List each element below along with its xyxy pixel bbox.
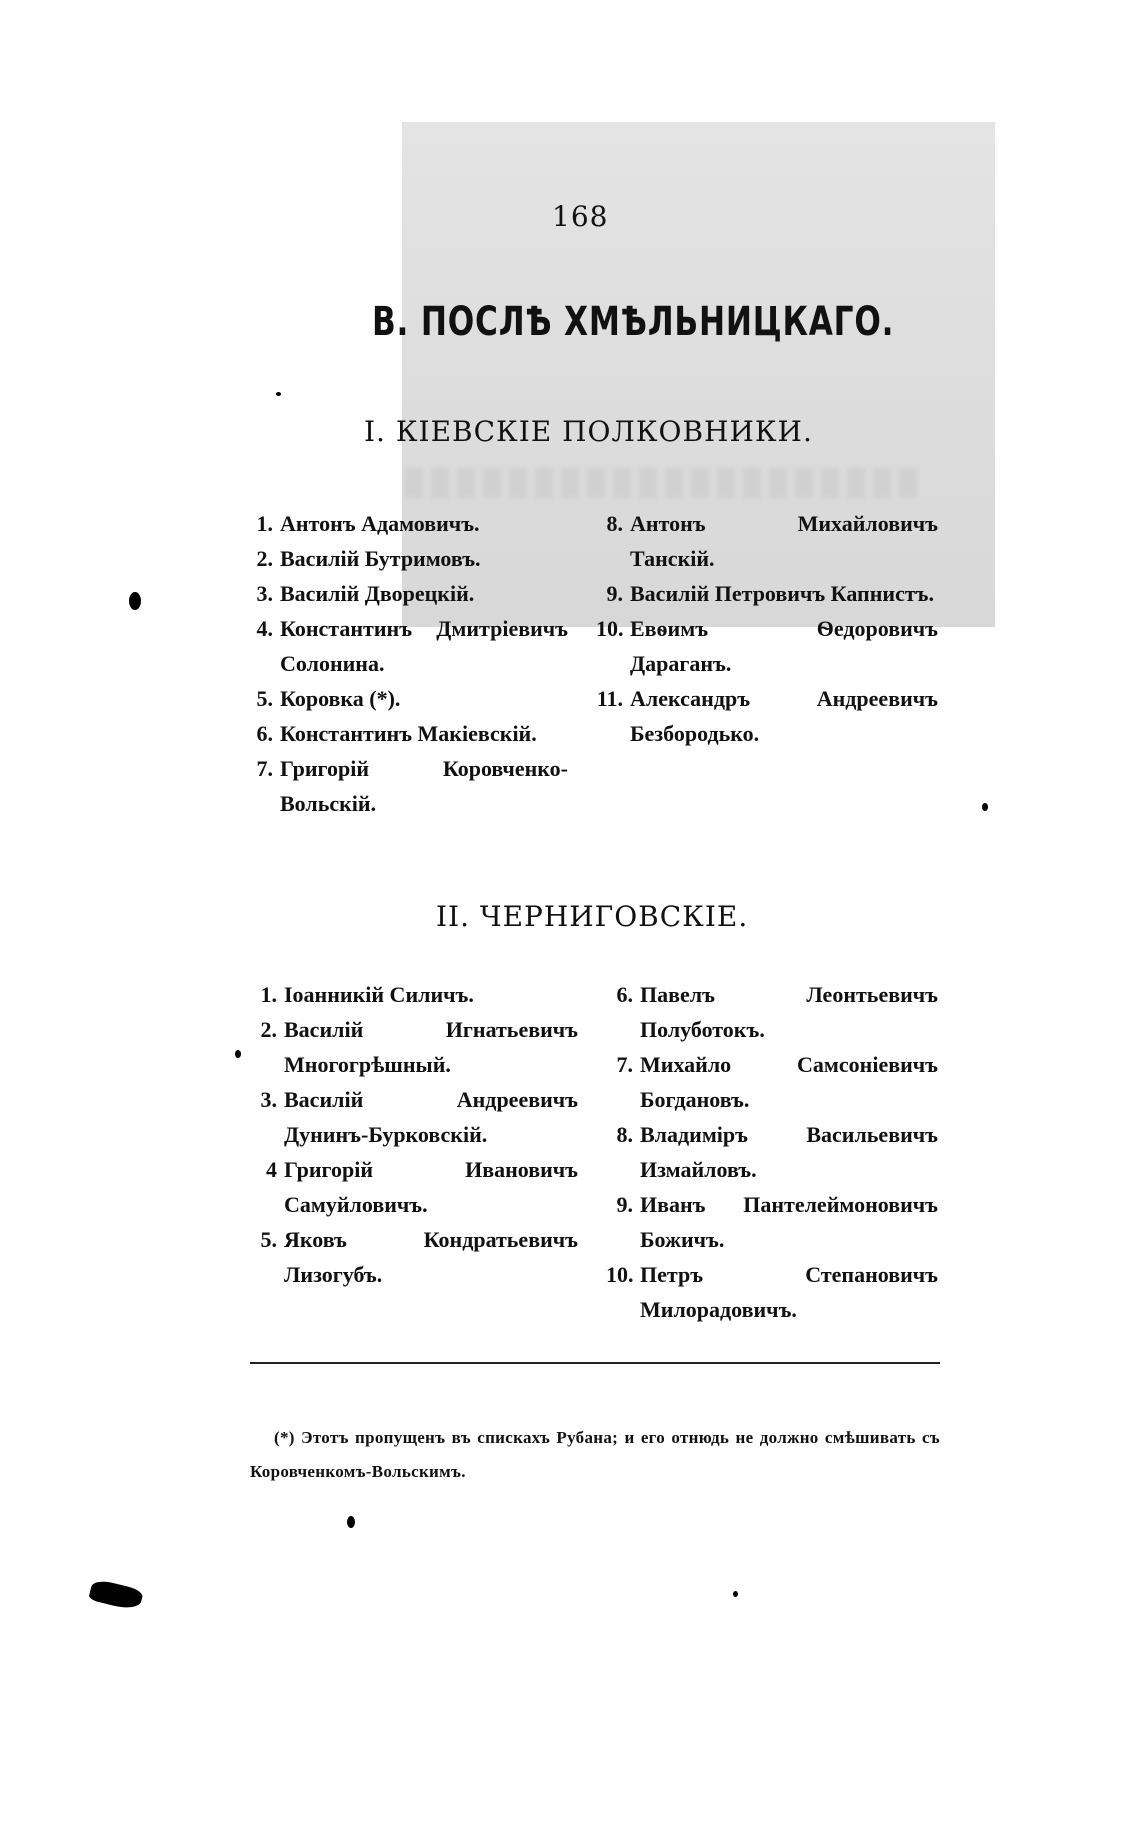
item-number: 9. xyxy=(606,581,623,606)
list-item xyxy=(246,541,568,576)
ink-speck xyxy=(129,592,141,610)
item-number: 6. xyxy=(256,721,273,746)
item-number: 2. xyxy=(256,546,273,571)
ink-speck xyxy=(347,1516,355,1528)
ink-speck xyxy=(733,1591,738,1597)
list-item xyxy=(250,1222,578,1292)
list-item xyxy=(606,1257,938,1327)
ink-speck xyxy=(982,803,988,811)
item-number: 10. xyxy=(596,616,624,641)
item-number: 10. xyxy=(606,1262,634,1287)
item-number: 1. xyxy=(260,982,277,1007)
ink-speck xyxy=(235,1050,241,1058)
chernigov-list-right xyxy=(606,977,938,1327)
item-number: 8. xyxy=(606,511,623,536)
section-heading-kiev: I. КIЕВСКIЕ ПОЛКОВНИКИ. xyxy=(364,415,813,448)
ink-speck xyxy=(88,1578,144,1612)
item-number: 11. xyxy=(596,686,623,711)
item-name: Евѳимъ Ѳедоровичъ Дараганъ. xyxy=(630,616,938,676)
item-name: Антонъ Михайловичъ Танскiй. xyxy=(630,511,938,571)
item-name: Василiй Петровичъ Капнистъ. xyxy=(630,581,934,606)
item-name: Иванъ Пантелеймоновичъ Божичъ. xyxy=(640,1192,938,1252)
item-name: Владимiръ Васильевичъ Измайловъ. xyxy=(640,1122,938,1182)
item-number: 5. xyxy=(256,686,273,711)
item-name: Александръ Андреевичъ Безбородько. xyxy=(630,686,938,746)
item-number: 3. xyxy=(256,581,273,606)
list-item xyxy=(246,681,568,716)
item-name: Василiй Бутримовъ. xyxy=(280,546,481,571)
list-item xyxy=(246,751,568,821)
item-name: Коровка (*). xyxy=(280,686,401,711)
item-name: Василiй Игнатьевичъ Многогрѣшный. xyxy=(284,1017,578,1077)
item-number: 4. xyxy=(256,616,273,641)
item-number: 2. xyxy=(260,1017,277,1042)
item-number: 4 xyxy=(266,1157,277,1182)
page-number: 168 xyxy=(552,200,609,233)
item-name: Iоанникiй Силичъ. xyxy=(284,982,474,1007)
item-name: Григорiй Ивановичъ Самуйловичъ. xyxy=(284,1157,578,1217)
item-number: 7. xyxy=(256,756,273,781)
item-number: 7. xyxy=(616,1052,633,1077)
list-item xyxy=(596,506,938,576)
item-name: Василiй Дворецкiй. xyxy=(280,581,475,606)
item-number: 5. xyxy=(260,1227,277,1252)
footnote-rule xyxy=(250,1362,940,1364)
list-item xyxy=(246,611,568,681)
list-item xyxy=(250,977,578,1012)
item-name: Григорiй Коровченко-Вольскiй. xyxy=(280,756,568,816)
list-item xyxy=(246,506,568,541)
item-number: 3. xyxy=(260,1087,277,1112)
item-name: Василiй Андреевичъ Дунинъ-Бурковскiй. xyxy=(284,1087,578,1147)
chernigov-list-left xyxy=(250,977,578,1292)
list-item xyxy=(606,1187,938,1257)
item-name: Павелъ Леонтьевичъ Полуботокъ. xyxy=(640,982,938,1042)
kiev-list-right xyxy=(596,506,938,751)
item-name: Антонъ Адамовичъ. xyxy=(280,511,480,536)
list-item xyxy=(596,576,938,611)
list-item xyxy=(246,716,568,751)
item-name: Петръ Степановичъ Милорадовичъ. xyxy=(640,1262,938,1322)
list-item xyxy=(606,1047,938,1117)
section-heading-chernigov: II. ЧЕРНИГОВСКIЕ. xyxy=(436,900,749,933)
list-item xyxy=(596,611,938,681)
main-heading: В. ПОСЛѢ ХМѢЛЬНИЦКАГО. xyxy=(372,299,895,345)
ink-speck xyxy=(276,392,281,396)
item-number: 9. xyxy=(616,1192,633,1217)
list-item xyxy=(246,576,568,611)
list-item xyxy=(250,1082,578,1152)
bleed-through-text xyxy=(405,468,925,498)
item-name: Михайло Самсонiевичъ Богдановъ. xyxy=(640,1052,938,1112)
footnote: (*) Этотъ пропущенъ въ спискахъ Рубана; и его отнюдь не должно смѣшивать съ Коровченкомъ-Вольскимъ. xyxy=(250,1428,940,1481)
item-number: 1. xyxy=(256,511,273,536)
list-item xyxy=(250,1012,578,1082)
list-item xyxy=(606,1117,938,1187)
item-name: Константинъ Дмитрiевичъ Солонина. xyxy=(280,616,568,676)
item-name: Константинъ Макiевскiй. xyxy=(280,721,537,746)
item-name: Яковъ Кондратьевичъ Лизогубъ. xyxy=(284,1227,578,1287)
list-item xyxy=(596,681,938,751)
kiev-list-left xyxy=(246,506,568,821)
list-item xyxy=(250,1152,578,1222)
list-item xyxy=(606,977,938,1047)
item-number: 6. xyxy=(616,982,633,1007)
item-number: 8. xyxy=(616,1122,633,1147)
